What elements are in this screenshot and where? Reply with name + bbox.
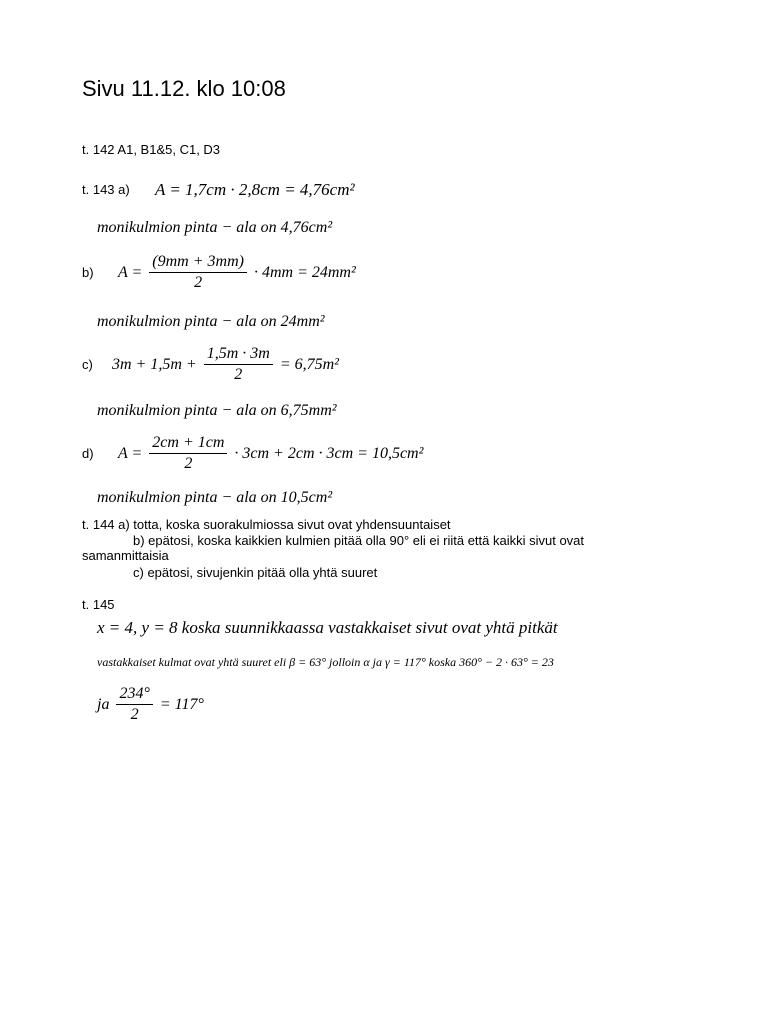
t145-result: = 117°	[159, 695, 204, 713]
t143-c-right: = 6,75m²	[279, 355, 339, 373]
t145-equation	[97, 684, 204, 725]
t145-ja: ja	[97, 695, 110, 713]
t143-c-left: 3m + 1,5m +	[112, 355, 197, 373]
t145-denominator: 2	[130, 706, 139, 723]
t143-c-answer: monikulmion pinta − ala on 6,75mm²	[97, 402, 337, 419]
t144-a: t. 144 a) totta, koska suorakulmiossa sivut ovat yhdensuuntaiset	[82, 517, 451, 532]
t143-d-label: d)	[82, 446, 94, 461]
t144-b-line2: samanmittaisia	[82, 548, 169, 563]
t143-c-equation	[112, 344, 339, 385]
t142-line: t. 142 A1, B1&5, C1, D3	[82, 142, 221, 157]
t144-b-line1: b) epätosi, koska kaikkien kulmien pitää olla 90° eli ei riitä että kaikki sivut ovat	[133, 533, 585, 548]
t143-d-fraction	[149, 433, 227, 474]
t143-b-answer: monikulmion pinta − ala on 24mm²	[97, 313, 325, 330]
t143-b-fraction	[149, 252, 247, 293]
t143-d-left: A =	[118, 444, 143, 462]
t143-c-numerator: 1,5m · 3m	[204, 344, 273, 365]
t143-d-answer: monikulmion pinta − ala on 10,5cm²	[97, 489, 333, 506]
t143-d-right: · 3cm + 2cm · 3cm = 10,5cm²	[234, 444, 424, 462]
t145-fraction	[116, 684, 152, 725]
t143-b-label: b)	[82, 265, 94, 280]
t143-b-equation	[118, 252, 356, 293]
t143-a-answer: monikulmion pinta − ala on 4,76cm²	[97, 219, 333, 236]
t144-c: c) epätosi, sivujenkin pitää olla yhtä suuret	[133, 565, 378, 580]
t143-b-denominator: 2	[194, 274, 203, 291]
t145-numerator: 234°	[116, 684, 152, 705]
t143-b-numerator: (9mm + 3mm)	[149, 252, 247, 273]
t143-b-left: A =	[118, 263, 143, 281]
t143-d-numerator: 2cm + 1cm	[149, 433, 227, 454]
t143-d-denominator: 2	[184, 455, 193, 472]
t143-c-label: c)	[82, 357, 93, 372]
t143-c-fraction	[204, 344, 273, 385]
t143-c-denominator: 2	[234, 366, 243, 383]
t145-line2: vastakkaiset kulmat ovat yhtä suuret eli β = 63° jolloin α ja γ = 117° koska 360° − 2 · 63° = 23	[97, 655, 554, 669]
t143-a-equation: A = 1,7cm · 2,8cm = 4,76cm²	[155, 180, 355, 199]
t143-d-equation	[118, 433, 423, 474]
page-title: Sivu 11.12. klo 10:08	[82, 76, 286, 101]
t143-a-label: t. 143 a)	[82, 182, 130, 197]
t145-line1: x = 4, y = 8 koska suunnikkaassa vastakkaiset sivut ovat yhtä pitkät	[97, 618, 558, 637]
t143-b-right: · 4mm = 24mm²	[253, 263, 356, 281]
t145-label: t. 145	[82, 597, 115, 612]
